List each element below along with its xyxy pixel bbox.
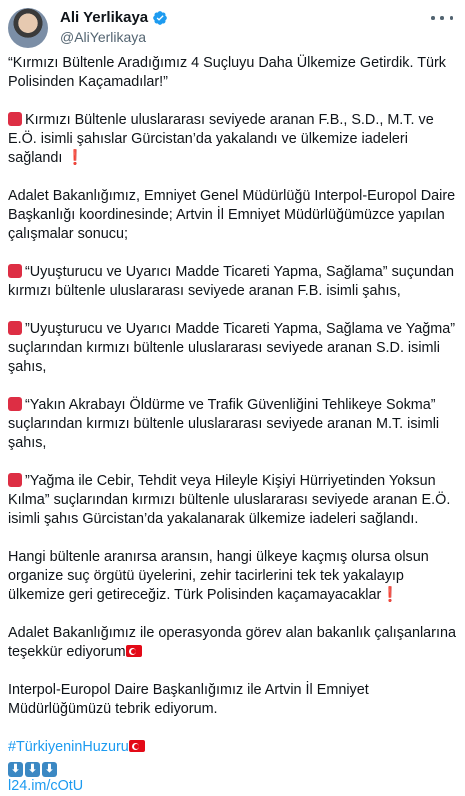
avatar[interactable] xyxy=(8,8,48,48)
down-arrow-emoji-icon: ⬇ xyxy=(25,762,40,777)
tweet-paragraph-congrats xyxy=(8,681,457,719)
author-name-row xyxy=(60,9,168,26)
tweet-paragraph-summary xyxy=(8,111,457,168)
exclamation-emoji-icon: ❗ xyxy=(66,150,85,166)
red-square-emoji-icon xyxy=(8,321,22,335)
red-square-emoji-icon xyxy=(8,397,22,411)
tweet-paragraph-eo xyxy=(8,472,457,529)
red-square-emoji-icon xyxy=(8,264,22,278)
exclamation-emoji-icon: ❗ xyxy=(381,587,400,603)
tweet-paragraph-thanks xyxy=(8,624,457,662)
turkey-flag-icon xyxy=(129,740,145,752)
verified-badge-icon xyxy=(152,10,168,26)
tweet-paragraph-fb xyxy=(8,263,457,301)
short-link[interactable]: l24.im/cOtU xyxy=(8,778,84,794)
red-square-emoji-icon xyxy=(8,112,22,126)
down-arrow-emoji-icon: ⬇ xyxy=(42,762,57,777)
sd-text: ”Uyuşturucu ve Uyarıcı Madde Ticareti Yapma, Sağlama ve Yağma” suçlarından kırmızı bültenle uluslararası seviyede aranan S.D. isimli şahıs, xyxy=(8,321,456,375)
tweet-body xyxy=(8,54,457,796)
arrows-line xyxy=(8,757,457,777)
summary-text: Kırmızı Bültenle uluslararası seviyede aranan F.B., S.D., M.T. ve E.Ö. isimli şahıslar Gürcistan’da yakalandı ve ülkemize iadeleri sağlandı xyxy=(8,112,434,166)
tweet-header xyxy=(8,8,457,48)
eo-text: ”Yağma ile Cebir, Tehdit veya Hileyle Kişiyi Hürriyetinden Yoksun Kılma” suçlarından kırmızı bültenle uluslararası seviyede aranan E.Ö. isimli şahıs Gürcistan’da yakalanarak ülkemize iadeleri sağlandı. xyxy=(8,473,451,527)
coordination-text: Adalet Bakanlığımız, Emniyet Genel Müdürlüğü Interpol-Europol Daire Başkanlığı koordinesinde; Artvin İl Emniyet Müdürlüğümüzce yapılan çalışmalar sonucu; xyxy=(8,188,456,242)
tweet-paragraph-coordination xyxy=(8,187,457,244)
red-square-emoji-icon xyxy=(8,473,22,487)
author-handle[interactable]: @AliYerlikaya xyxy=(60,29,147,45)
author-name[interactable]: Ali Yerlikaya xyxy=(60,9,149,26)
hashtag-link[interactable]: #TürkiyeninHuzuru xyxy=(8,739,129,755)
short-link-line xyxy=(8,777,457,796)
congrats-text: Interpol-Europol Daire Başkanlığımız ile Artvin İl Emniyet Müdürlüğümüzü tebrik ediyorum. xyxy=(8,682,369,717)
tweet-paragraph-warning xyxy=(8,548,457,605)
turkey-flag-icon xyxy=(126,645,142,657)
down-arrow-emoji-icon: ⬇ xyxy=(8,762,23,777)
headline-text: “Kırmızı Bültenle Aradığımız 4 Suçluyu Daha Ülkemize Getirdik. Türk Polisinden Kaçamadılar!” xyxy=(8,55,447,90)
tweet-paragraph-mt xyxy=(8,396,457,453)
tweet-paragraph-sd xyxy=(8,320,457,377)
tweet-headline xyxy=(8,54,457,92)
fb-text: “Uyuşturucu ve Uyarıcı Madde Ticareti Yapma, Sağlama” suçundan kırmızı bültenle uluslararası seviyede aranan F.B. isimli şahıs, xyxy=(8,264,454,299)
warning-text: Hangi bültenle aranırsa aransın, hangi ülkeye kaçmış olursa olsun organize suç örgütü üyelerini, zehir tacirlerini tek tek yakalayıp ülkemize geri getireceğiz. Türk Polisinden kaçamayacaklar xyxy=(8,549,429,603)
more-options-icon[interactable] xyxy=(431,10,453,26)
mt-text: “Yakın Akrabayı Öldürme ve Trafik Güvenliğini Tehlikeye Sokma” suçlarından kırmızı bültenle uluslararası seviyede aranan M.T. isimli şahıs, xyxy=(8,397,440,451)
hashtag-line xyxy=(8,738,457,757)
thanks-text: Adalet Bakanlığımız ile operasyonda görev alan bakanlık çalışanlarına teşekkür ediyorum xyxy=(8,625,456,660)
